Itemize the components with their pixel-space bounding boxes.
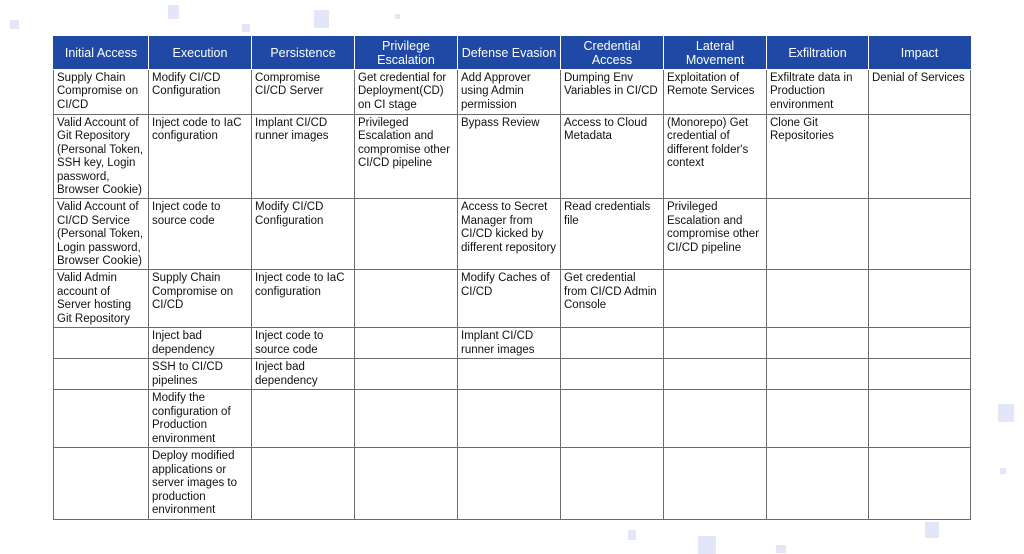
table-cell: Privileged Escalation and compromise other CI/CD pipeline (664, 199, 767, 270)
column-header-initial-access: Initial Access (54, 36, 149, 70)
table-cell: Modify the configuration of Production environment (149, 390, 252, 448)
table-cell (869, 448, 971, 519)
table-cell (355, 328, 458, 359)
table-row (54, 70, 971, 115)
table-cell: Valid Account of Git Repository (Personal Token, SSH key, Login password, Browser Cookie) (54, 115, 149, 199)
table-cell (664, 359, 767, 390)
table-cell (355, 359, 458, 390)
table-cell (355, 270, 458, 328)
table-cell: Read credentials file (561, 199, 664, 270)
table-cell (54, 390, 149, 448)
table-cell: Valid Account of CI/CD Service (Personal Token, Login password, Browser Cookie) (54, 199, 149, 270)
table-row (54, 390, 971, 448)
table-row (54, 199, 971, 270)
background-decoration (998, 404, 1014, 422)
table-cell (54, 448, 149, 519)
table-cell (458, 390, 561, 448)
table-row (54, 270, 971, 328)
column-header-execution: Execution (149, 36, 252, 70)
table-cell: Clone Git Repositories (767, 115, 869, 199)
table-cell (664, 270, 767, 328)
column-header-credential-access: Credential Access (561, 36, 664, 70)
table-cell (458, 448, 561, 519)
table-cell: Modify Caches of CI/CD (458, 270, 561, 328)
table-cell (54, 328, 149, 359)
table-cell: Modify CI/CD Configuration (149, 70, 252, 115)
table-cell (767, 270, 869, 328)
table-cell: (Monorepo) Get credential of different folder's context (664, 115, 767, 199)
table-row (54, 328, 971, 359)
column-header-exfiltration: Exfiltration (767, 36, 869, 70)
table-cell (355, 448, 458, 519)
background-decoration (698, 536, 716, 554)
table-row (54, 448, 971, 519)
table-cell (869, 328, 971, 359)
table-cell (767, 359, 869, 390)
table-cell: Inject code to source code (252, 328, 355, 359)
table-cell: Supply Chain Compromise on CI/CD (149, 270, 252, 328)
background-decoration (242, 24, 250, 32)
table-cell (252, 390, 355, 448)
table-cell (664, 448, 767, 519)
table-cell: Inject code to source code (149, 199, 252, 270)
table-cell (869, 390, 971, 448)
background-decoration (1000, 468, 1006, 474)
column-header-privilege-escalation: Privilege Escalation (355, 36, 458, 70)
table-cell: Exploitation of Remote Services (664, 70, 767, 115)
table-cell: Get credential for Deployment(CD) on CI stage (355, 70, 458, 115)
table-cell (767, 199, 869, 270)
table-cell: Valid Admin account of Server hosting Git Repository (54, 270, 149, 328)
table-cell (869, 115, 971, 199)
table-cell (767, 390, 869, 448)
table-cell (767, 448, 869, 519)
attack-matrix-table (53, 36, 971, 520)
table-cell (869, 199, 971, 270)
table-cell (664, 328, 767, 359)
table-cell: Denial of Services (869, 70, 971, 115)
table-cell (252, 448, 355, 519)
column-header-defense-evasion: Defense Evasion (458, 36, 561, 70)
table-row (54, 115, 971, 199)
table-cell (664, 390, 767, 448)
table-cell (869, 270, 971, 328)
background-decoration (314, 10, 329, 28)
column-header-lateral-movement: Lateral Movement (664, 36, 767, 70)
table-cell: Get credential from CI/CD Admin Console (561, 270, 664, 328)
table-cell: Inject code to IaC configuration (252, 270, 355, 328)
table-cell (561, 390, 664, 448)
table-cell (561, 359, 664, 390)
background-decoration (628, 530, 636, 540)
background-decoration (168, 5, 179, 19)
background-decoration (10, 20, 19, 29)
column-header-impact: Impact (869, 36, 971, 70)
table-cell (869, 359, 971, 390)
table-cell: Access to Secret Manager from CI/CD kicked by different repository (458, 199, 561, 270)
table-cell (458, 359, 561, 390)
table-cell: Inject bad dependency (252, 359, 355, 390)
header-row (54, 36, 971, 70)
table-cell: Implant CI/CD runner images (458, 328, 561, 359)
table-row (54, 359, 971, 390)
table-cell: SSH to CI/CD pipelines (149, 359, 252, 390)
table-cell: Dumping Env Variables in CI/CD (561, 70, 664, 115)
table-cell: Inject code to IaC configuration (149, 115, 252, 199)
table-cell: Bypass Review (458, 115, 561, 199)
table-cell (355, 199, 458, 270)
table-cell (767, 328, 869, 359)
background-decoration (925, 522, 939, 538)
background-decoration (395, 14, 400, 19)
table-cell: Implant CI/CD runner images (252, 115, 355, 199)
table-cell: Privileged Escalation and compromise other CI/CD pipeline (355, 115, 458, 199)
table-cell (355, 390, 458, 448)
table-cell (54, 359, 149, 390)
table-cell: Modify CI/CD Configuration (252, 199, 355, 270)
table-cell: Deploy modified applications or server images to production environment (149, 448, 252, 519)
background-decoration (776, 545, 786, 553)
table-cell: Inject bad dependency (149, 328, 252, 359)
table-cell: Add Approver using Admin permission (458, 70, 561, 115)
table-cell (561, 328, 664, 359)
table-cell: Access to Cloud Metadata (561, 115, 664, 199)
column-header-persistence: Persistence (252, 36, 355, 70)
table-cell (561, 448, 664, 519)
table-cell: Exfiltrate data in Production environment (767, 70, 869, 115)
table-cell: Supply Chain Compromise on CI/CD (54, 70, 149, 115)
table-cell: Compromise CI/CD Server (252, 70, 355, 115)
